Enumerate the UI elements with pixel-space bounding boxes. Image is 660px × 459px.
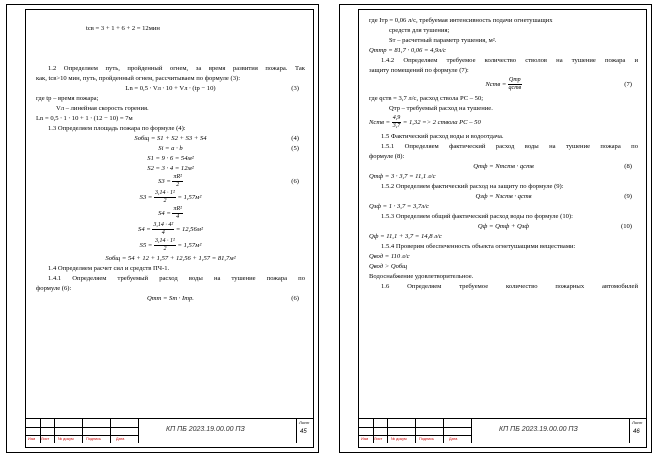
paragraph-line: 1.2 Определяем путь, пройденный огнем, за время развития пожара. Так (48, 65, 305, 72)
definition-line: где Iтр = 0,06 л/с, требуемая интенсивность подачи огнетушащих (369, 17, 553, 24)
sheet-box (296, 419, 313, 443)
formula-line: Qтф = Nтств ∙ qств (8) (473, 163, 632, 170)
definition-line: где qств = 3,7 л/с, расход ствола РС – 50; (369, 95, 484, 102)
document-page-46 (339, 4, 652, 453)
document-page-45 (6, 4, 319, 453)
sheet-number: 46 (633, 429, 640, 435)
sheet-number: 45 (300, 429, 307, 435)
formula-line: Si = a ∙ b (5) (158, 145, 299, 152)
definition-line: средств для тушения; (389, 27, 450, 34)
page-frame (358, 9, 647, 448)
paragraph-line: 1.5.4 Проверим обеспеченность объекта огнетушащими веществами: (381, 243, 576, 250)
formula-line: Sобщ = S1 + S2 + S3 + S4 (4) (134, 135, 299, 142)
col-label: Подпись (419, 437, 435, 441)
formula-line: S2 = 3 ∙ 4 = 12м² (147, 165, 194, 172)
paragraph-line: формуле (6): (36, 285, 72, 292)
col-label: Изм (361, 437, 369, 441)
formula-line: Nств = $\frac{4,9}{3,7}$ = 1,32 => 2 ствола РС – 50 (369, 114, 481, 129)
paragraph-line: 1.4 Определяем расчет сил и средств ПЧ-1. (48, 265, 170, 272)
document-code: КП ПБ 2023.19.00.00 ПЗ (166, 426, 245, 433)
sheet-label: Лист (632, 420, 643, 425)
col-label: Подпись (86, 437, 102, 441)
formula-line: Qзф = 1 ∙ 3,7 = 3,7л/с (369, 203, 429, 210)
paragraph-line: 1.6 Определяем требуемое количество пожарных автомобилей (381, 283, 638, 290)
col-label: Дата (449, 437, 458, 441)
formula-line: tсв = 3 + 1 + 6 + 2 = 12мин (86, 25, 160, 32)
paragraph-line: формуле (8): (369, 153, 405, 160)
formula-line: Nств = $\frac{\text{Qтр}}{\text{qств}}$ (7) (485, 76, 632, 91)
title-block (359, 418, 646, 443)
formula-line: S5 = $\frac{\text{3,14 ∙ 1²}}{2}$ = 1,57м² (139, 238, 202, 252)
formula-line: Qф = 11,1 + 3,7 = 14,8 л/с (369, 233, 442, 240)
sheet-label: Лист (299, 420, 310, 425)
title-block (26, 418, 313, 443)
paragraph-line: защиту помещений по формуле (7): (369, 67, 469, 74)
page-content (36, 24, 305, 304)
paragraph-line: 1.5.3 Определяем общий фактический расход воды по формуле (10): (381, 213, 573, 220)
paragraph-line: 1.5.2 Определяем фактический расход на защиту по формуле (9): (381, 183, 564, 190)
sheet-box (629, 419, 646, 443)
col-label: № докум (58, 437, 74, 441)
paragraph-line: 1.4.2 Определяем требуемое количество стволов на тушение пожара и (381, 57, 638, 64)
page-content (369, 16, 638, 292)
formula-line: S3 = $\frac{\text{πR²}}{2}$ (6) (158, 174, 299, 188)
col-label: Лист (374, 437, 383, 441)
col-label: Лист (41, 437, 50, 441)
formula-line: Qзф = Nзств ∙ qств (9) (475, 193, 632, 200)
formula-line: Qф = Qтф + Qзф (10) (477, 223, 632, 230)
formula-line: Ln = 0,5 ∙ Vл ∙ 10 + Vл ∙ (tр − 10) (3) (125, 85, 299, 92)
formula-line: Qтф = 3 ∙ 3,7 = 11,1 л/с (369, 173, 436, 180)
formula-line: S4 = $\frac{\text{πR²}}{4}$ (158, 206, 182, 220)
paragraph-line: 1.5 Фактический расход воды и водоотдача. (381, 133, 504, 140)
formula-line: S4 = $\frac{\text{3,14 ∙ 4²}}{4}$ = 12,56м² (138, 222, 203, 236)
definition-line: Vл – линейная скорость горения. (56, 105, 149, 112)
formula-line: S3 = $\frac{\text{3,14 ∙ 1²}}{2}$ = 1,57м² (139, 190, 202, 204)
formula-line: Ln = 0,5 ∙ 1 ∙ 10 + 1 ∙ (12 − 10) = 7м (36, 115, 133, 122)
definition-line: где tр – время пожара; (36, 95, 99, 102)
col-label: № докум (391, 437, 407, 441)
paragraph-line: 1.5.1 Определяем фактический расход воды на тушение пожара по (381, 143, 638, 150)
paragraph-line: как, tсв>10 мин, путь, пройденный огнем, рассчитываем по формуле (3): (36, 75, 241, 82)
definition-line: Sт – расчетный параметр тушения, м². (389, 37, 497, 44)
definition-line: Qтр – требуемый расход на тушение. (389, 105, 493, 112)
paragraph-line: 1.3 Определяем площадь пожара по формуле (4): (48, 125, 186, 132)
col-label: Изм (28, 437, 36, 441)
formula-line: Qвод > Qобщ (369, 263, 408, 270)
formula-line: S1 = 9 ∙ 6 = 54м² (147, 155, 194, 162)
formula-line: Qттр = 81,7 ∙ 0,06 = 4,9л/с (369, 47, 446, 54)
formula-line: Qвод = 110 л/с (369, 253, 410, 260)
paragraph-line: 1.4.1 Определяем требуемый расход воды на тушение пожара по (48, 275, 305, 282)
document-code: КП ПБ 2023.19.00.00 ПЗ (499, 426, 578, 433)
formula-line: Qтт = Sт ∙ Iтр. (6) (147, 295, 299, 302)
page-frame (25, 9, 314, 448)
col-label: Дата (116, 437, 125, 441)
paragraph-line: Водоснабжение удовлетворительное. (369, 273, 474, 280)
formula-line: Sобщ = 54 + 12 + 1,57 + 12,56 + 1,57 = 81,7м² (105, 255, 236, 262)
